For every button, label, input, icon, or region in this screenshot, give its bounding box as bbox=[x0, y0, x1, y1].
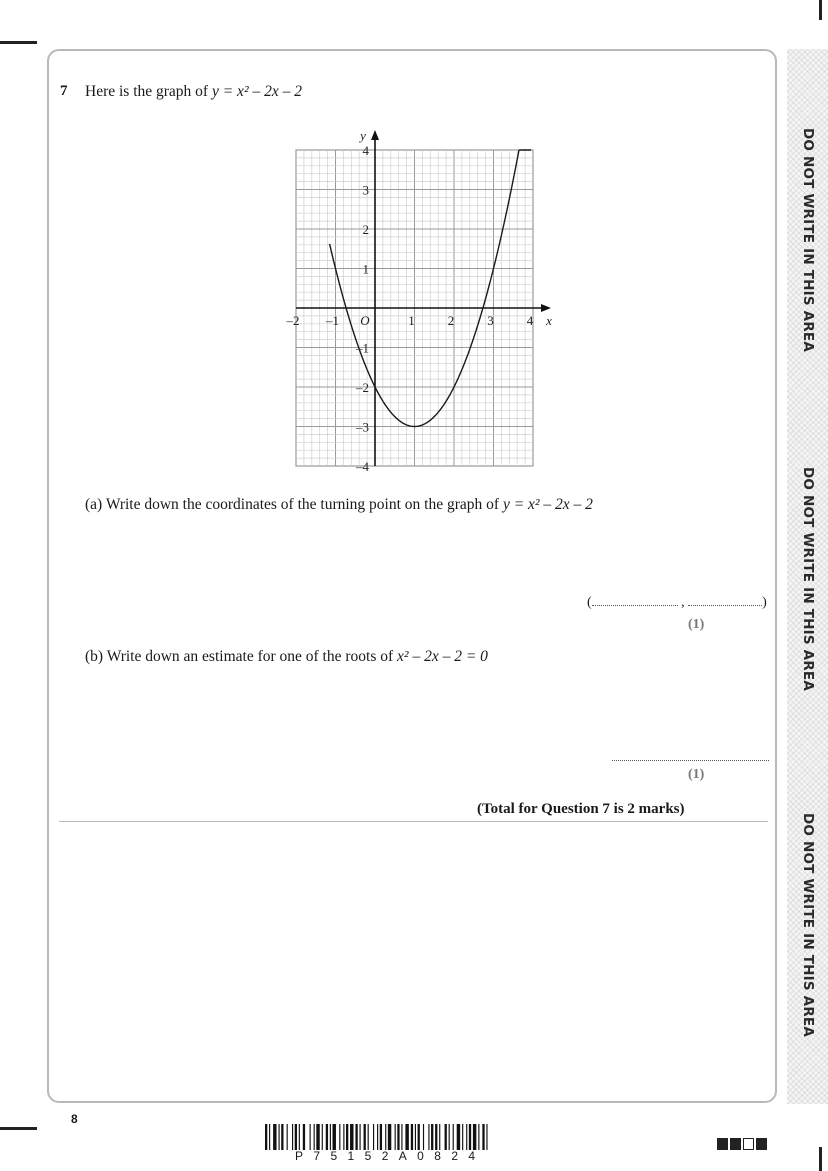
barcode-bar bbox=[431, 1124, 433, 1150]
barcode-bar bbox=[395, 1124, 396, 1150]
barcode-bar bbox=[473, 1124, 476, 1150]
side-warning-3: DO NOT WRITE IN THIS AREA bbox=[800, 813, 816, 1037]
barcode-bar bbox=[292, 1124, 293, 1150]
barcode-bar bbox=[423, 1124, 424, 1150]
barcode-bar bbox=[401, 1124, 402, 1150]
page-squares bbox=[717, 1138, 768, 1152]
x-tick-label: –2 bbox=[286, 313, 300, 328]
part-a-answer-field[interactable]: ( , ) bbox=[587, 595, 767, 610]
part-a-marks: (1) bbox=[688, 617, 705, 632]
barcode-bar bbox=[418, 1124, 420, 1150]
barcode-bar bbox=[388, 1124, 391, 1150]
x-tick-label: O bbox=[360, 313, 370, 328]
part-b-question bbox=[85, 648, 488, 666]
barcode-bar bbox=[355, 1124, 357, 1150]
barcode-bar bbox=[273, 1124, 276, 1150]
y-tick-label: 1 bbox=[362, 261, 369, 277]
part-b-marks: (1) bbox=[688, 767, 705, 782]
margin-bar-bottom bbox=[0, 1127, 37, 1130]
y-axis-arrow bbox=[371, 130, 379, 140]
barcode-bar bbox=[478, 1124, 479, 1150]
part-b-label: (b) bbox=[85, 648, 104, 665]
x-tick-label: 4 bbox=[526, 313, 534, 328]
question-total: (Total for Question 7 is 2 marks) bbox=[477, 801, 685, 817]
barcode-bar bbox=[269, 1124, 270, 1150]
y-tick-label: –3 bbox=[356, 419, 369, 435]
barcode-bar bbox=[322, 1124, 323, 1150]
question-number: 7 bbox=[60, 83, 68, 99]
barcode-bar bbox=[445, 1124, 447, 1150]
page-number: 8 bbox=[71, 1112, 78, 1126]
barcode-bar bbox=[265, 1124, 267, 1150]
barcode-bar bbox=[360, 1124, 361, 1150]
barcode-bar bbox=[482, 1124, 484, 1150]
total-divider bbox=[59, 821, 768, 822]
barcode-bar bbox=[415, 1124, 416, 1150]
side-warning-1: DO NOT WRITE IN THIS AREA bbox=[800, 128, 816, 352]
barcode-bar bbox=[295, 1124, 297, 1150]
part-b-text: Write down an estimate for one of the roots of bbox=[106, 648, 394, 665]
x-tick-label: –1 bbox=[326, 313, 339, 328]
answer-x-dots[interactable] bbox=[592, 595, 678, 606]
barcode-bar bbox=[397, 1124, 399, 1150]
question-intro-text: Here is the graph of bbox=[85, 83, 209, 100]
question-equation: y = x² – 2x – 2 bbox=[211, 83, 302, 100]
barcode-bar bbox=[346, 1124, 348, 1150]
x-tick-label: 3 bbox=[487, 313, 494, 328]
barcode-bar bbox=[303, 1124, 305, 1150]
part-a-question bbox=[85, 496, 593, 514]
barcode-bar bbox=[380, 1124, 382, 1150]
barcode-bar bbox=[287, 1124, 288, 1150]
barcode-bar bbox=[469, 1124, 471, 1150]
y-tick-label: –1 bbox=[356, 340, 369, 356]
parabola-graph bbox=[285, 118, 575, 478]
x-axis-arrow bbox=[541, 304, 551, 312]
barcode-bar bbox=[435, 1124, 437, 1150]
barcode-bar bbox=[449, 1124, 450, 1150]
margin-bar-top bbox=[0, 41, 37, 44]
y-tick-label: –2 bbox=[356, 380, 369, 395]
barcode-bar bbox=[350, 1124, 353, 1150]
part-b-answer-line[interactable] bbox=[612, 760, 769, 761]
barcode-bar bbox=[314, 1124, 315, 1150]
x-tick-label: 1 bbox=[408, 313, 415, 328]
answer-y-dots[interactable] bbox=[688, 595, 762, 606]
barcode-bar bbox=[466, 1124, 467, 1150]
barcode-bar bbox=[299, 1124, 300, 1150]
y-tick-label: –4 bbox=[356, 459, 369, 474]
barcode-bar bbox=[333, 1124, 336, 1150]
barcode bbox=[265, 1124, 565, 1150]
barcode-bar bbox=[281, 1124, 283, 1150]
part-a-label: (a) bbox=[85, 496, 103, 513]
barcode-bar bbox=[486, 1124, 487, 1150]
part-a-equation: y = x² – 2x – 2 bbox=[502, 496, 593, 513]
barcode-bar bbox=[364, 1124, 366, 1150]
side-warning-2: DO NOT WRITE IN THIS AREA bbox=[800, 467, 816, 691]
barcode-bar bbox=[310, 1124, 311, 1150]
part-a-text: Write down the coordinates of the turning point on the graph of bbox=[105, 496, 500, 513]
y-axis-label: y bbox=[360, 128, 366, 143]
barcode-bar bbox=[439, 1124, 440, 1150]
barcode-bar bbox=[462, 1124, 463, 1150]
barcode-bar bbox=[453, 1124, 454, 1150]
y-tick-label: 2 bbox=[362, 222, 369, 237]
x-axis-label: x bbox=[546, 313, 552, 328]
question-intro bbox=[85, 83, 302, 101]
barcode-bar bbox=[316, 1124, 319, 1150]
barcode-bar bbox=[457, 1124, 460, 1150]
y-tick-label: 4 bbox=[362, 143, 369, 158]
barcode-bar bbox=[339, 1124, 340, 1150]
barcode-bar bbox=[343, 1124, 344, 1150]
barcode-bar bbox=[385, 1124, 386, 1150]
part-b-equation: x² – 2x – 2 = 0 bbox=[397, 648, 488, 665]
barcode-bar bbox=[411, 1124, 413, 1150]
barcode-bar bbox=[377, 1124, 378, 1150]
barcode-bar bbox=[279, 1124, 280, 1150]
barcode-bar bbox=[326, 1124, 328, 1150]
y-tick-label: 3 bbox=[362, 182, 369, 198]
x-tick-label: 2 bbox=[447, 313, 455, 328]
barcode-bar bbox=[405, 1124, 408, 1150]
barcode-text: P75152A0824 bbox=[295, 1149, 486, 1163]
corner-mark-bottom bbox=[819, 1147, 822, 1171]
corner-mark-top bbox=[819, 0, 822, 20]
barcode-bar bbox=[428, 1124, 429, 1150]
barcode-bar bbox=[373, 1124, 374, 1150]
barcode-bar bbox=[368, 1124, 369, 1150]
barcode-bar bbox=[330, 1124, 331, 1150]
